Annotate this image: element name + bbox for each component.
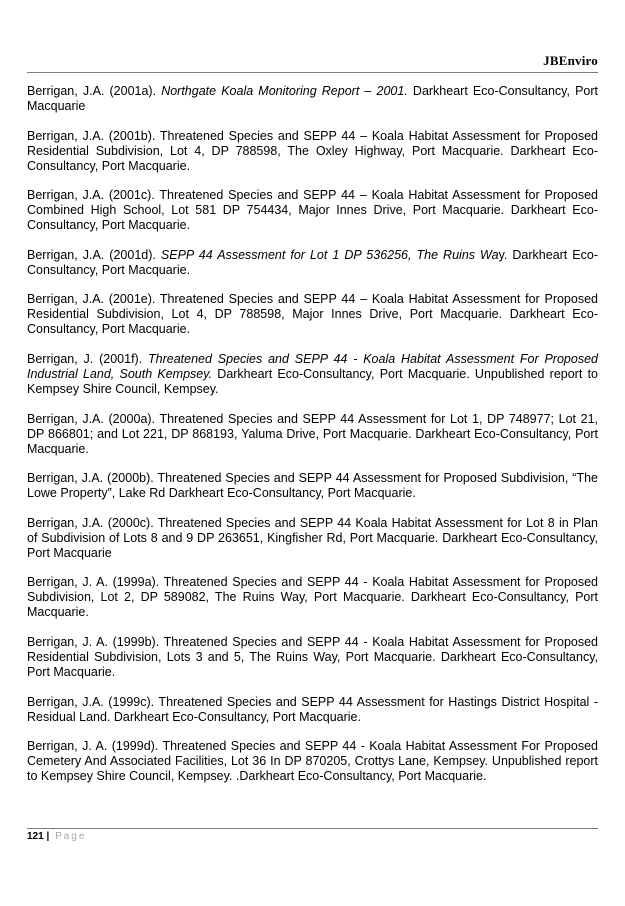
header-divider bbox=[27, 72, 598, 73]
reference-item: Berrigan, J.A. (2000b). Threatened Species and SEPP 44 Assessment for Proposed Subdivision, “The Lowe Property”, Lake Rd Darkheart Eco-Consultancy, Port Macquarie. bbox=[27, 471, 598, 501]
reference-item: Berrigan, J. A. (1999a). Threatened Species and SEPP 44 - Koala Habitat Assessment for Proposed Subdivision, Lot 2, DP 589082, The Ruins Way, Port Macquarie. Darkheart Eco-Consultancy, Port Macquarie. bbox=[27, 575, 598, 620]
reference-item: Berrigan, J.A. (2001d). SEPP 44 Assessment for Lot 1 DP 536256, The Ruins Way. Darkheart Eco-Consultancy, Port Macquarie. bbox=[27, 247, 599, 277]
reference-item: Berrigan, J.A. (2001c). Threatened Species and SEPP 44 – Koala Habitat Assessment for Proposed Combined High School, Lot 581 DP 754434, Major Innes Drive, Port Macquarie. Darkheart Eco-Consultancy, Port Macquarie. bbox=[27, 188, 598, 233]
page-footer bbox=[27, 831, 86, 843]
reference-list bbox=[27, 84, 598, 799]
reference-item: Berrigan, J.A. (2000c). Threatened Species and SEPP 44 Koala Habitat Assessment for Lot 8 in Plan of Subdivision of Lots 8 and 9 DP 263651, Kingfisher Rd, Port Macquarie. Darkheart Eco-Consultancy, Port Macquarie bbox=[27, 515, 598, 560]
reference-item: Berrigan, J.A. (2001a). Northgate Koala Monitoring Report – 2001. Darkheart Eco-Consultancy, Port Macquarie bbox=[27, 84, 599, 113]
footer-separator: | bbox=[46, 831, 50, 842]
page-number: 121 bbox=[27, 831, 44, 842]
footer-divider bbox=[27, 828, 598, 829]
reference-item: Berrigan, J.A. (1999c). Threatened Species and SEPP 44 Assessment for Hastings District Hospital - Residual Land. Darkheart Eco-Consultancy, Port Macquarie. bbox=[27, 694, 598, 724]
page-label: Page bbox=[55, 831, 87, 842]
reference-item: Berrigan, J. A. (1999b). Threatened Species and SEPP 44 - Koala Habitat Assessment for Proposed Residential Subdivision, Lots 3 and 5, The Ruins Way, Port Macquarie. Darkheart Eco-Consultancy, Port Macquarie. bbox=[27, 634, 598, 679]
reference-item: Berrigan, J.A. (2001e). Threatened Species and SEPP 44 – Koala Habitat Assessment for Proposed Residential Subdivision, Lot 4, DP 788598, Major Innes Drive, Port Macquarie. Darkheart Eco-Consultancy, Port Macquarie. bbox=[27, 292, 598, 337]
reference-item: Berrigan, J. A. (1999d). Threatened Species and SEPP 44 - Koala Habitat Assessment For Proposed Cemetery And Associated Facilities, Lot 36 In DP 870205, Crottys Lane, Kempsey. Unpublished report to Kempsey Shire Council, Kempsey. .Darkheart Eco-Consultancy, Port Macquarie. bbox=[27, 739, 598, 784]
header-brand: JBEnviro bbox=[543, 53, 598, 68]
reference-item: Berrigan, J. (2001f). Threatened Species and SEPP 44 - Koala Habitat Assessment For Proposed Industrial Land, South Kempsey. Darkheart Eco-Consultancy, Port Macquarie. Unpublished report to Kempsey Shire Council, Kempsey. bbox=[27, 351, 598, 396]
reference-item: Berrigan, J.A. (2000a). Threatened Species and SEPP 44 Assessment for Lot 1, DP 748977; Lot 21, DP 866801; and Lot 221, DP 868193, Yaluma Drive, Port Macquarie. Darkheart Eco-Consultancy, Port Macquarie. bbox=[27, 411, 598, 456]
reference-item: Berrigan, J.A. (2001b). Threatened Species and SEPP 44 – Koala Habitat Assessment for Proposed Residential Subdivision, Lot 4, DP 788598, The Oxley Highway, Port Macquarie. Darkheart Eco-Consultancy, Port Macquarie. bbox=[27, 128, 598, 173]
